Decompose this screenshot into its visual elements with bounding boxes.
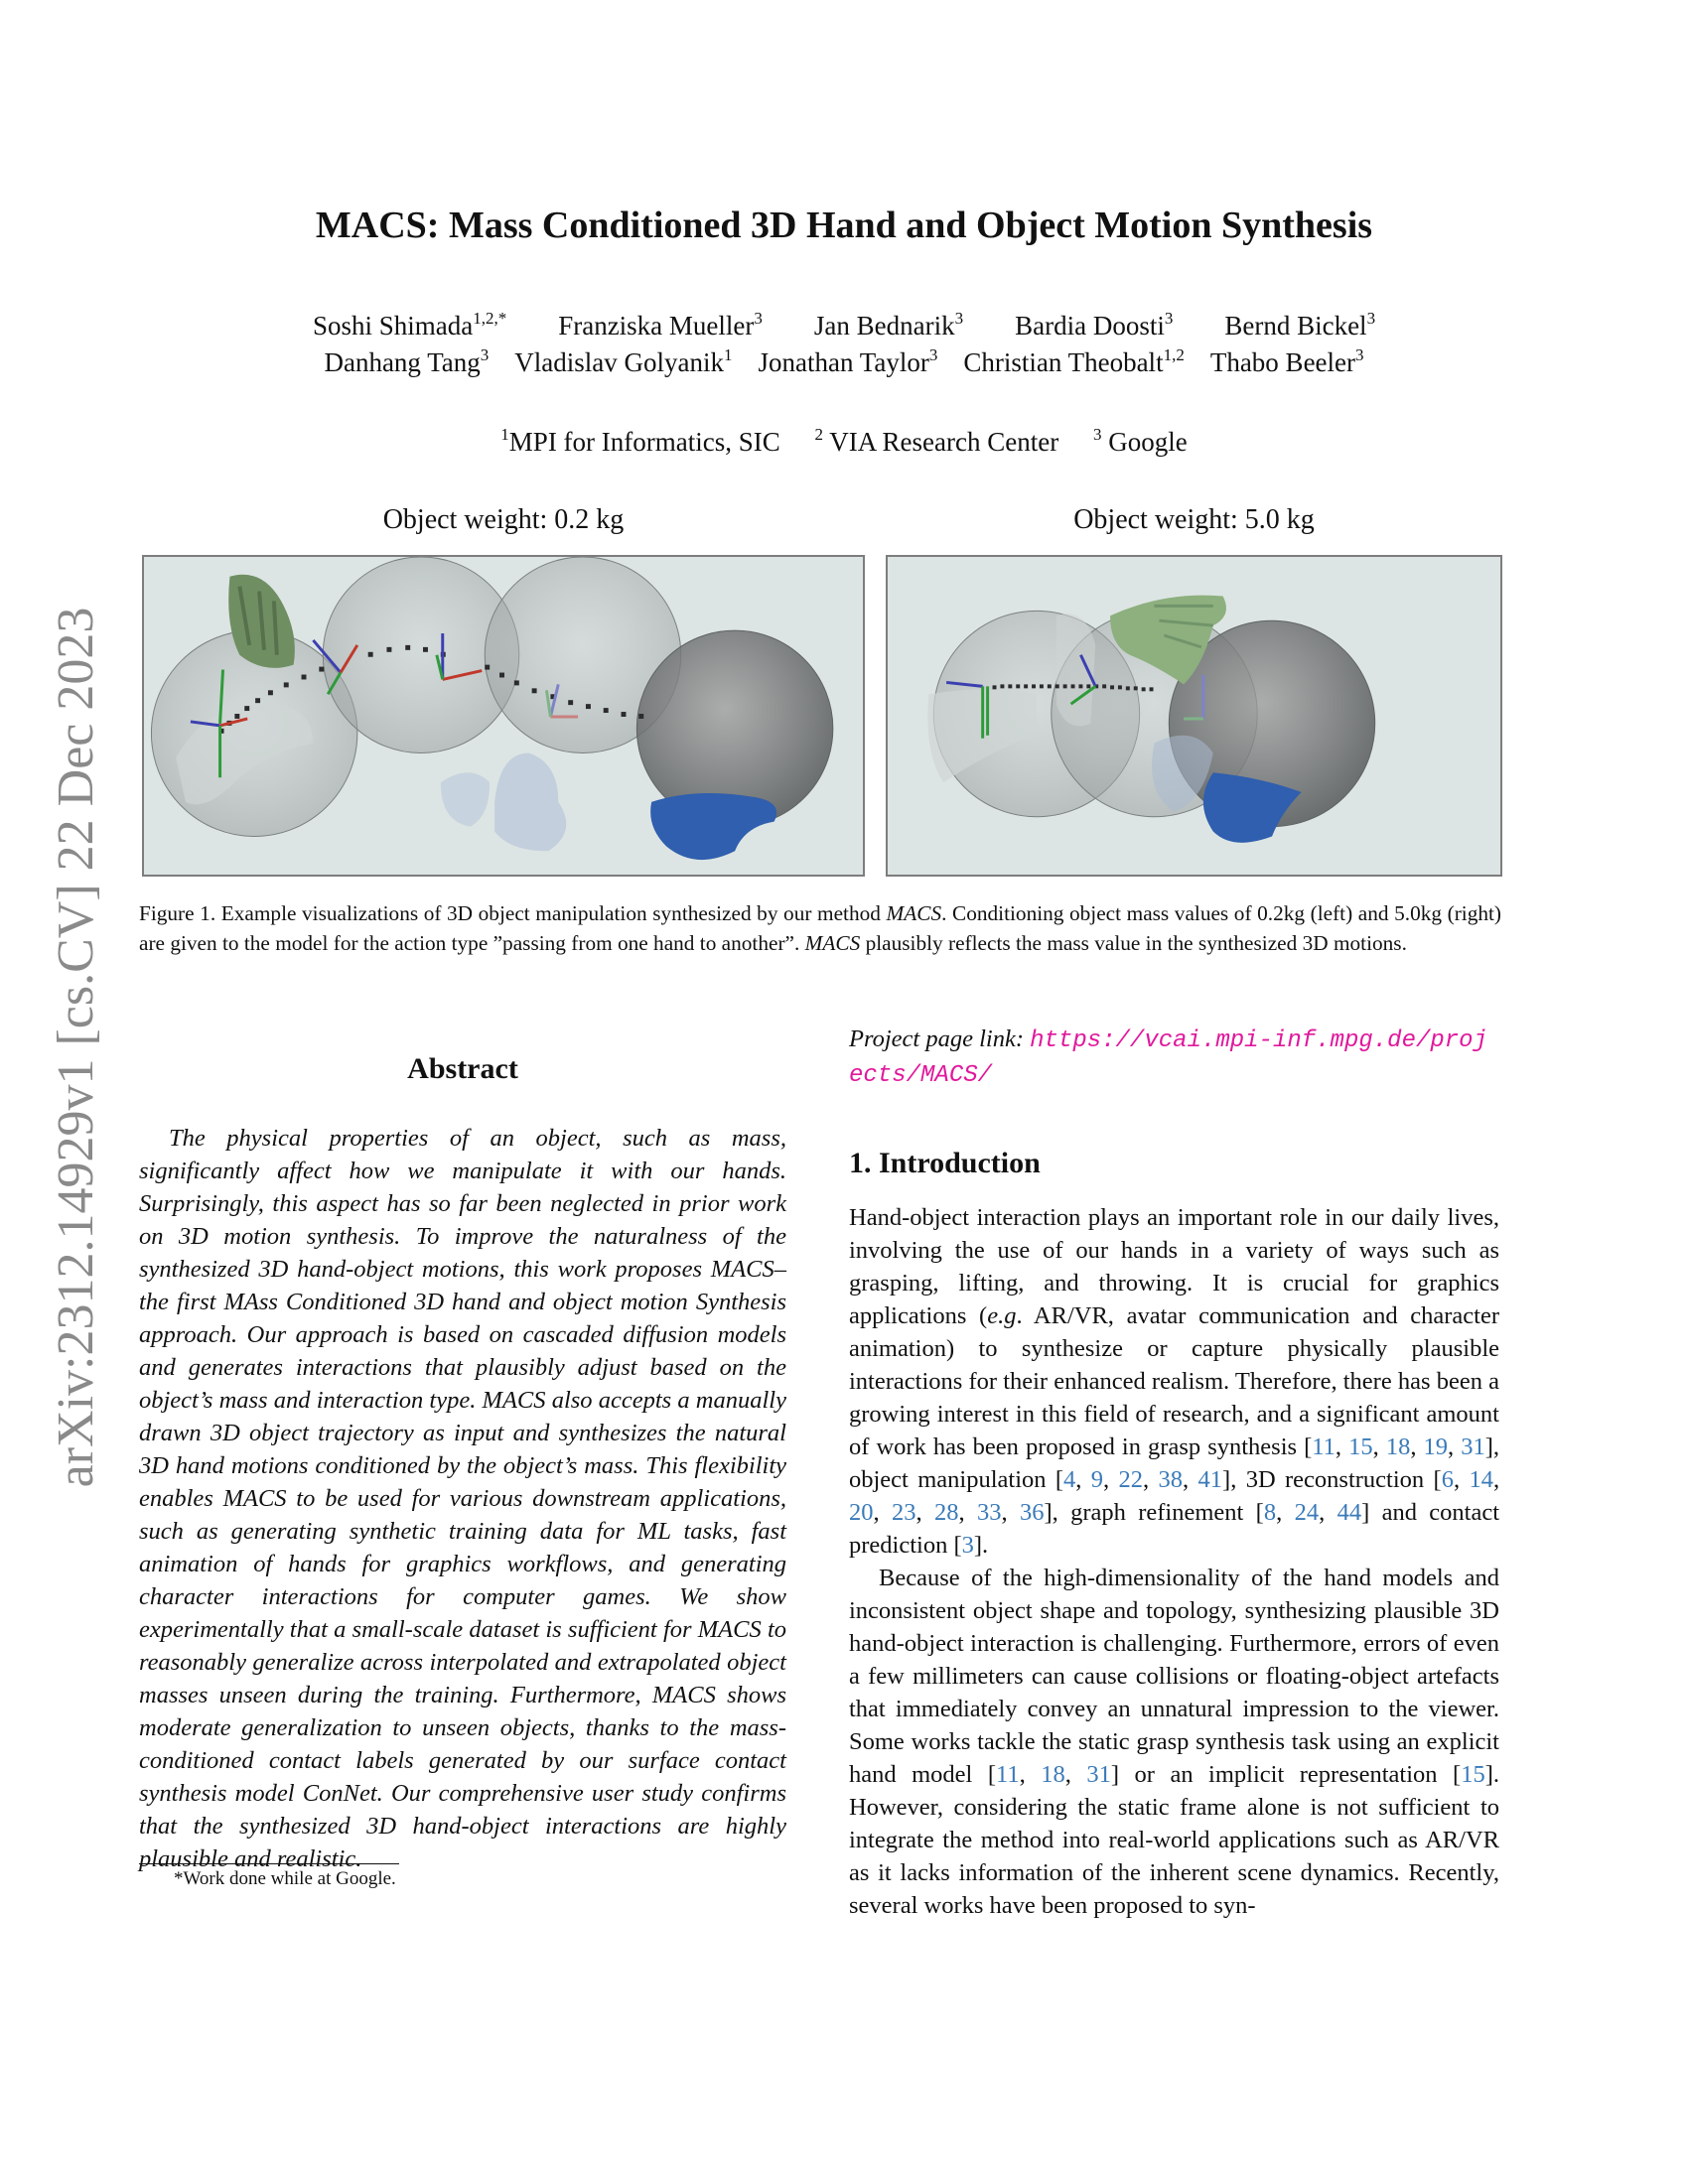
citation-link[interactable]: 44 [1336, 1499, 1362, 1526]
citation-link[interactable]: 6 [1441, 1466, 1454, 1493]
author: Thabo Beeler$^3$ [1209, 345, 1364, 377]
paper-title: MACS: Mass Conditioned 3D Hand and Object Motion Synthesis [315, 205, 1373, 246]
figure-left-label: Object weight: 0.2 kg [382, 504, 625, 535]
authors-row-2 [0, 347, 1688, 378]
citation-link[interactable]: 15 [1348, 1433, 1373, 1460]
citation-link[interactable]: 9 [1090, 1466, 1104, 1493]
intro-paragraph-2: Because of the high-dimensionality of the hand models and inconsistent object shape and topology, synthesizing plausible 3D hand-object interaction is challenging. Furthermore, errors of even a few millimeters can cause collisions or floating-object artefacts that immediately convey an unnatural impression to the viewer. Some works tackle the static grasp synthesis task using an explicit hand model [11, 18, 31] or an implicit representation [15]. However, considering the static frame alone is not sufficient to integrate the method into real-world applications such as AR/VR as it lacks information of the inherent scene dynamics. Recently, several works have been proposed to syn- [849, 1565, 1499, 1919]
project-link-block [849, 1023, 1499, 1092]
citation-link[interactable]: 11 [1312, 1433, 1336, 1460]
citation-link[interactable]: 18 [1385, 1433, 1411, 1460]
citation-link[interactable]: 24 [1294, 1499, 1320, 1526]
right-render-illustration [888, 557, 1500, 875]
author: Jonathan Taylor$^3$ [758, 345, 938, 377]
figure-caption: Figure 1. Example visualizations of 3D object manipulation synthesized by our method MACS. Conditioning object mass values of 0.2kg (left) and 5.0kg (right) are given to the model for the action type ”passing from one hand to another”. MACS plausibly reflects the mass value in the synthesized 3D motions. [139, 901, 1502, 955]
citation-link[interactable]: 11 [996, 1761, 1020, 1788]
author: Soshi Shimada$^{1,2,*}$ [312, 309, 507, 341]
citation-link[interactable]: 18 [1041, 1761, 1065, 1788]
citation-link[interactable]: 4 [1063, 1466, 1076, 1493]
footnote-rule [139, 1863, 399, 1864]
affiliations [0, 427, 1688, 458]
introduction-body [849, 1201, 1499, 1922]
authors-row-1 [0, 311, 1688, 341]
citation-link[interactable]: 41 [1197, 1466, 1223, 1493]
citation-link[interactable]: 36 [1019, 1499, 1045, 1526]
citation-link[interactable]: 31 [1086, 1761, 1111, 1788]
figure-right-label: Object weight: 5.0 kg [1073, 504, 1315, 535]
affiliation: $^1$MPI for Informatics, SIC [500, 425, 780, 457]
arxiv-stamp: arXiv:2312.14929v1 [cs.CV] 22 Dec 2023 [48, 607, 104, 1488]
citation-link[interactable]: 23 [891, 1499, 916, 1526]
section-heading-introduction: 1. Introduction [849, 1147, 1041, 1179]
project-link[interactable]: https://vcai.mpi-inf.mpg.de/projects/MACS/ [849, 1027, 1487, 1089]
project-link-label: Project page link: [849, 1025, 1024, 1052]
author: Bardia Doosti$^3$ [1015, 309, 1174, 341]
citation-link[interactable]: 3 [961, 1532, 974, 1559]
affiliation: $^3$ Google [1092, 425, 1188, 457]
author: Vladislav Golyanik$^1$ [514, 345, 733, 377]
citation-link[interactable]: 22 [1118, 1466, 1144, 1493]
author: Bernd Bickel$^3$ [1224, 309, 1376, 341]
author: Danhang Tang$^3$ [324, 345, 490, 377]
citation-link[interactable]: 8 [1263, 1499, 1277, 1526]
abstract-body: The physical properties of an object, such as mass, significantly affect how we manipulate it with our hands. Surprisingly, this aspect has so far been neglected in prior work on 3D motion synthesis. To improve the naturalness of the synthesized 3D hand-object motions, this work proposes MACS–the first MAss Conditioned 3D hand and object motion Synthesis approach. Our approach is based on cascaded diffusion models and generates interactions that plausibly adjust based on the object’s mass and interaction type. MACS also accepts a manually drawn 3D object trajectory as input and synthesizes the natural 3D hand motions conditioned by the object’s mass. This flexibility enables MACS to be used for various downstream applications, such as generating synthetic training data for ML tasks, fast animation of hands for graphics workflows, and generating character interactions for computer games. We show experimentally that a small-scale dataset is sufficient for MACS to reasonably generalize across interpolated and extrapolated object masses unseen during the training. Furthermore, MACS shows moderate generalization to unseen objects, thanks to the mass-conditioned contact labels generated by our surface contact synthesis model ConNet. Our comprehensive user study confirms that the synthesized 3D hand-object interactions are highly plausible and realistic. [139, 1125, 786, 1872]
citation-link[interactable]: 20 [849, 1499, 874, 1526]
citation-link[interactable]: 31 [1461, 1433, 1485, 1460]
author: Christian Theobalt$^{1,2}$ [963, 345, 1185, 377]
citation-link[interactable]: 28 [933, 1499, 959, 1526]
citation-link[interactable]: 14 [1469, 1466, 1493, 1493]
citation-link[interactable]: 38 [1158, 1466, 1184, 1493]
footnote: *Work done while at Google. [174, 1868, 396, 1889]
left-render-illustration [144, 557, 863, 875]
intro-paragraph-1: Hand-object interaction plays an important role in our daily lives, involving the use of our hands in a variety of ways such as grasping, lifting, and throwing. It is crucial for graphics applications (e.g. AR/VR, avatar communication and character animation) to synthesize or capture physically plausible interactions for their enhanced realism. Therefore, there has been a growing interest in this field of research, and a significant amount of work has been proposed in grasp synthesis [11, 15, 18, 19, 31], object manipulation [4, 9, 22, 38, 41], 3D reconstruction [6, 14, 20, 23, 28, 33, 36], graph refinement [8, 24, 44] and contact prediction [3]. [849, 1204, 1500, 1559]
figure-left-panel [142, 555, 865, 877]
author: Jan Bednarik$^3$ [813, 309, 964, 341]
citation-link[interactable]: 15 [1461, 1761, 1485, 1788]
abstract-heading: Abstract [407, 1052, 518, 1085]
figure-right-panel [886, 555, 1502, 877]
affiliation: $^2$ VIA Research Center [814, 425, 1059, 457]
citation-link[interactable]: 33 [976, 1499, 1002, 1526]
author: Franziska Mueller$^3$ [558, 309, 763, 341]
citation-link[interactable]: 19 [1423, 1433, 1449, 1460]
